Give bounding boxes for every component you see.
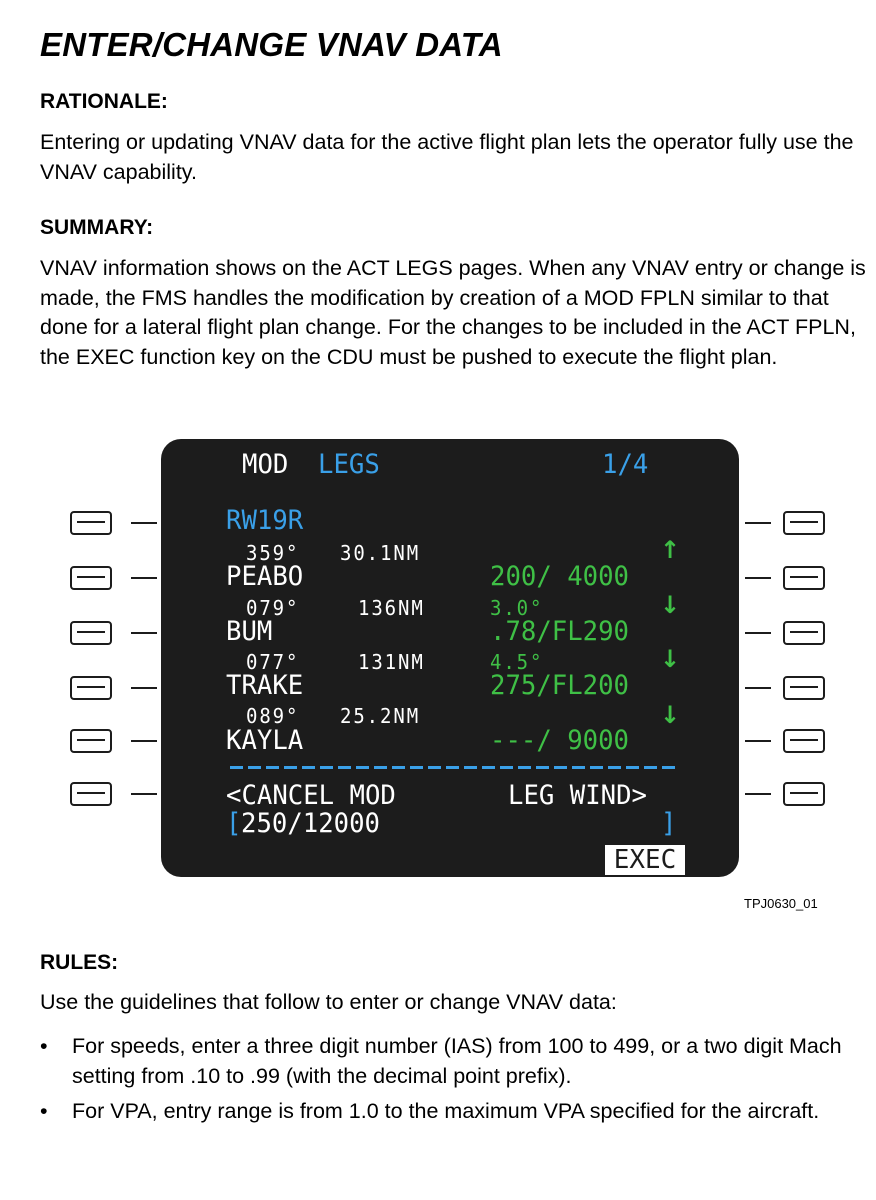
lsk-6l-line bbox=[131, 793, 157, 795]
leg-wind-prompt[interactable]: LEG WIND> bbox=[508, 780, 647, 811]
summary-text: VNAV information shows on the ACT LEGS pages. When any VNAV entry or change is made, the FMS handles the modification by creation of a MOD FPLN similar to that done for a lateral flight plan change. For the changes to be included in the ACT FPLN, the EXEC function key on the CDU must be pushed to execute the flight plan. bbox=[40, 256, 866, 369]
lsk-4r-line bbox=[745, 687, 771, 689]
cancel-mod-prompt[interactable]: <CANCEL MOD bbox=[226, 780, 396, 811]
leg-waypoint: PEABO bbox=[226, 561, 304, 592]
lsk-3l-line bbox=[131, 632, 157, 634]
up-arrow-icon: ↑ bbox=[660, 536, 681, 564]
lsk-6l[interactable] bbox=[70, 782, 112, 806]
leg-waypoint: BUM bbox=[226, 616, 273, 647]
leg-waypoint: TRAKE bbox=[226, 670, 304, 701]
scratchpad-value: 250/12000 bbox=[241, 808, 380, 839]
down-arrow-icon: ↓ bbox=[660, 645, 681, 673]
leg-constraint: 200/ 4000 bbox=[490, 561, 629, 592]
rules-list bbox=[40, 1032, 860, 1133]
lsk-4l[interactable] bbox=[70, 676, 112, 700]
lsk-1l-line bbox=[131, 522, 157, 524]
leg-distance: 30.1NM bbox=[340, 541, 421, 565]
rationale-text: Entering or updating VNAV data for the active flight plan lets the operator fully use the VNAV capability. bbox=[40, 130, 854, 184]
lsk-5l-line bbox=[131, 740, 157, 742]
lsk-2r[interactable] bbox=[783, 566, 825, 590]
lsk-3l[interactable] bbox=[70, 621, 112, 645]
leg-constraint: .78/FL290 bbox=[490, 616, 629, 647]
leg-waypoint: RW19R bbox=[226, 505, 304, 536]
leg-distance: 25.2NM bbox=[340, 704, 421, 728]
lsk-5r-line bbox=[745, 740, 771, 742]
leg-vpa: 4.5° bbox=[490, 650, 544, 674]
lsk-6r-line bbox=[745, 793, 771, 795]
leg-distance: 136NM bbox=[358, 596, 425, 620]
leg-distance: 131NM bbox=[358, 650, 425, 674]
leg-constraint: 275/FL200 bbox=[490, 670, 629, 701]
list-item bbox=[40, 1097, 860, 1127]
lsk-2r-line bbox=[745, 577, 771, 579]
lsk-4l-line bbox=[131, 687, 157, 689]
lsk-5l[interactable] bbox=[70, 729, 112, 753]
figure-id: TPJ0630_01 bbox=[744, 896, 818, 911]
lsk-4r[interactable] bbox=[783, 676, 825, 700]
scratchpad-close-bracket: ] bbox=[661, 808, 677, 839]
lsk-1r[interactable] bbox=[783, 511, 825, 535]
leg-waypoint: KAYLA bbox=[226, 725, 304, 756]
cdu-page-number: 1/4 bbox=[602, 449, 649, 480]
rule-text: For VPA, entry range is from 1.0 to the maximum VPA specified for the aircraft. bbox=[72, 1099, 820, 1123]
lsk-1l[interactable] bbox=[70, 511, 112, 535]
lsk-1r-line bbox=[745, 522, 771, 524]
leg-constraint: ---/ 9000 bbox=[490, 725, 629, 756]
lsk-2l-line bbox=[131, 577, 157, 579]
lsk-3r-line bbox=[745, 632, 771, 634]
scratchpad-open-bracket: [ bbox=[226, 808, 242, 839]
bullet-icon: • bbox=[40, 1099, 48, 1123]
lsk-3r[interactable] bbox=[783, 621, 825, 645]
list-item bbox=[40, 1032, 860, 1091]
lsk-6r[interactable] bbox=[783, 782, 825, 806]
exec-annunciator: EXEC bbox=[605, 845, 685, 875]
down-arrow-icon: ↓ bbox=[660, 701, 681, 729]
leg-course: 077° bbox=[246, 650, 300, 674]
cdu-title-legs: LEGS bbox=[318, 449, 380, 480]
page-title: ENTER/CHANGE VNAV DATA bbox=[40, 26, 503, 63]
leg-course: 079° bbox=[246, 596, 300, 620]
lsk-2l[interactable] bbox=[70, 566, 112, 590]
rule-text: For speeds, enter a three digit number (IAS) from 100 to 499, or a two digit Mach setting from .10 to .99 (with the decimal point prefix). bbox=[72, 1034, 842, 1088]
lsk-5r[interactable] bbox=[783, 729, 825, 753]
leg-course: 359° bbox=[246, 541, 300, 565]
summary-heading: SUMMARY: bbox=[40, 216, 154, 239]
leg-vpa: 3.0° bbox=[490, 596, 544, 620]
down-arrow-icon: ↓ bbox=[660, 591, 681, 619]
rules-heading: RULES: bbox=[40, 951, 119, 974]
separator-dashes bbox=[230, 766, 677, 769]
rationale-heading: RATIONALE: bbox=[40, 90, 168, 113]
cdu-title-mod: MOD bbox=[242, 449, 289, 480]
leg-course: 089° bbox=[246, 704, 300, 728]
bullet-icon: • bbox=[40, 1034, 48, 1058]
rules-intro: Use the guidelines that follow to enter or change VNAV data: bbox=[40, 990, 617, 1014]
